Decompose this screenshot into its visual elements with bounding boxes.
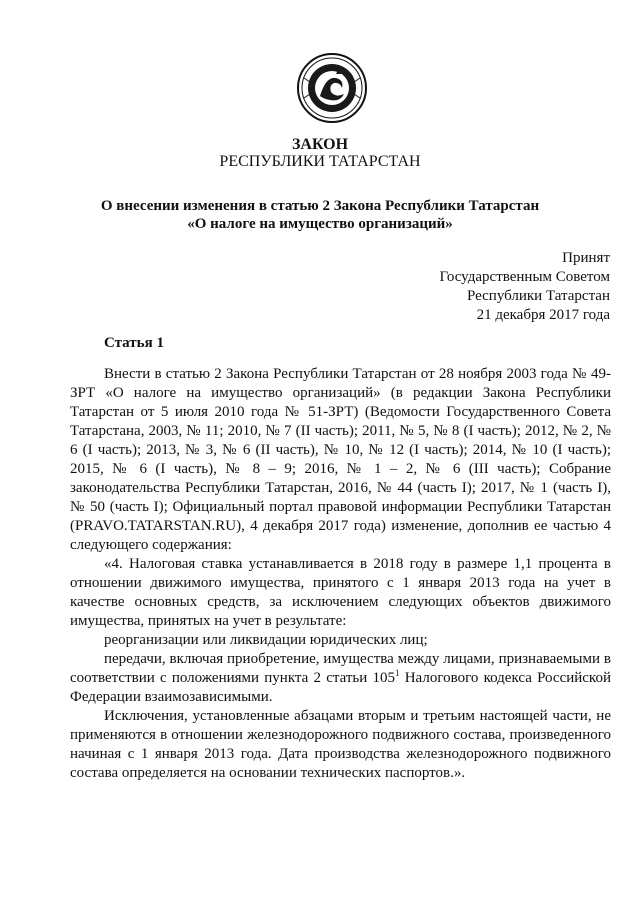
article-heading: Статья 1 <box>104 335 164 351</box>
intro-paragraph: Внести в статью 2 Закона Республики Татарстан от 28 ноября 2003 года № 49-ЗРТ «О налоге на имущество организаций» (в редакции Закона Республики Татарстан от 5 июля 2010 года № 51-ЗРТ) (Ведомости Государственного Совета Татарстана, 2003, № 11; 2010, № 7 (II часть); 2011, № 5, № 8 (I часть); 2012, № 2, № 6 (I часть); 2013, № 3, № 6 (II часть), № 10, № 12 (I часть); 2014, № 10 (I часть); 2015, № 6 (I часть), № 8 – 9; 2016, № 1 – 2, № 6 (III часть); Собрание законодательства Республики Татарстан, 2016, № 44 (часть I); 2017, № 1 (часть I), № 50 (часть I); Официальный портал правовой информации Республики Татарстан (PRAVO.TATARSTAN.RU), 4 декабря 2017 года) изменение, дополнив ее частью 4 следующего содержания: <box>70 366 611 553</box>
article-body <box>70 365 611 555</box>
quoted-paragraph-3-tail: Налогового кодекса Российской Федерации взаимозависимыми. <box>70 670 611 705</box>
quoted-paragraph-3 <box>70 650 611 707</box>
law-subject-line2: «О налоге на имущество организаций» <box>187 216 453 232</box>
law-subject-line1: О внесении изменения в статью 2 Закона Республики Татарстан <box>100 198 540 214</box>
quoted-paragraph-3-text: передачи, включая приобретение, имущества между лицами, признаваемыми в соответствии с положениями пункта 2 статьи 105 <box>70 651 611 686</box>
article-superscript: 1 <box>395 668 400 678</box>
coat-of-arms-emblem <box>296 52 368 124</box>
quoted-part <box>70 555 611 783</box>
adopted-republic-line: Республики Татарстан <box>466 288 610 304</box>
law-title: ЗАКОН <box>291 136 349 153</box>
quoted-paragraph-2: реорганизации или ликвидации юридических лиц; <box>104 632 428 648</box>
adoption-block <box>440 249 611 325</box>
republic-name: РЕСПУБЛИКИ ТАТАРСТАН <box>219 153 421 170</box>
quoted-paragraph-1: «4. Налоговая ставка устанавливается в 2018 году в размере 1,1 процента в отношении движимого имущества, принятого с 1 января 2013 года на учет в качестве основных средств, за исключением следующих объектов движимого имущества, принятых на учет в результате: <box>70 556 611 629</box>
adopted-by-line: Государственным Советом <box>439 269 610 285</box>
adoption-date: 21 декабря 2017 года <box>476 307 610 323</box>
adopted-line: Принят <box>562 250 610 266</box>
quoted-paragraph-4: Исключения, установленные абзацами вторым и третьим настоящей части, не применяются в отношении железнодорожного подвижного состава, произведенного начиная с 1 января 2013 года. Дата производства железнодорожного подвижного состава определяется на основании технических паспортов.». <box>70 708 611 781</box>
